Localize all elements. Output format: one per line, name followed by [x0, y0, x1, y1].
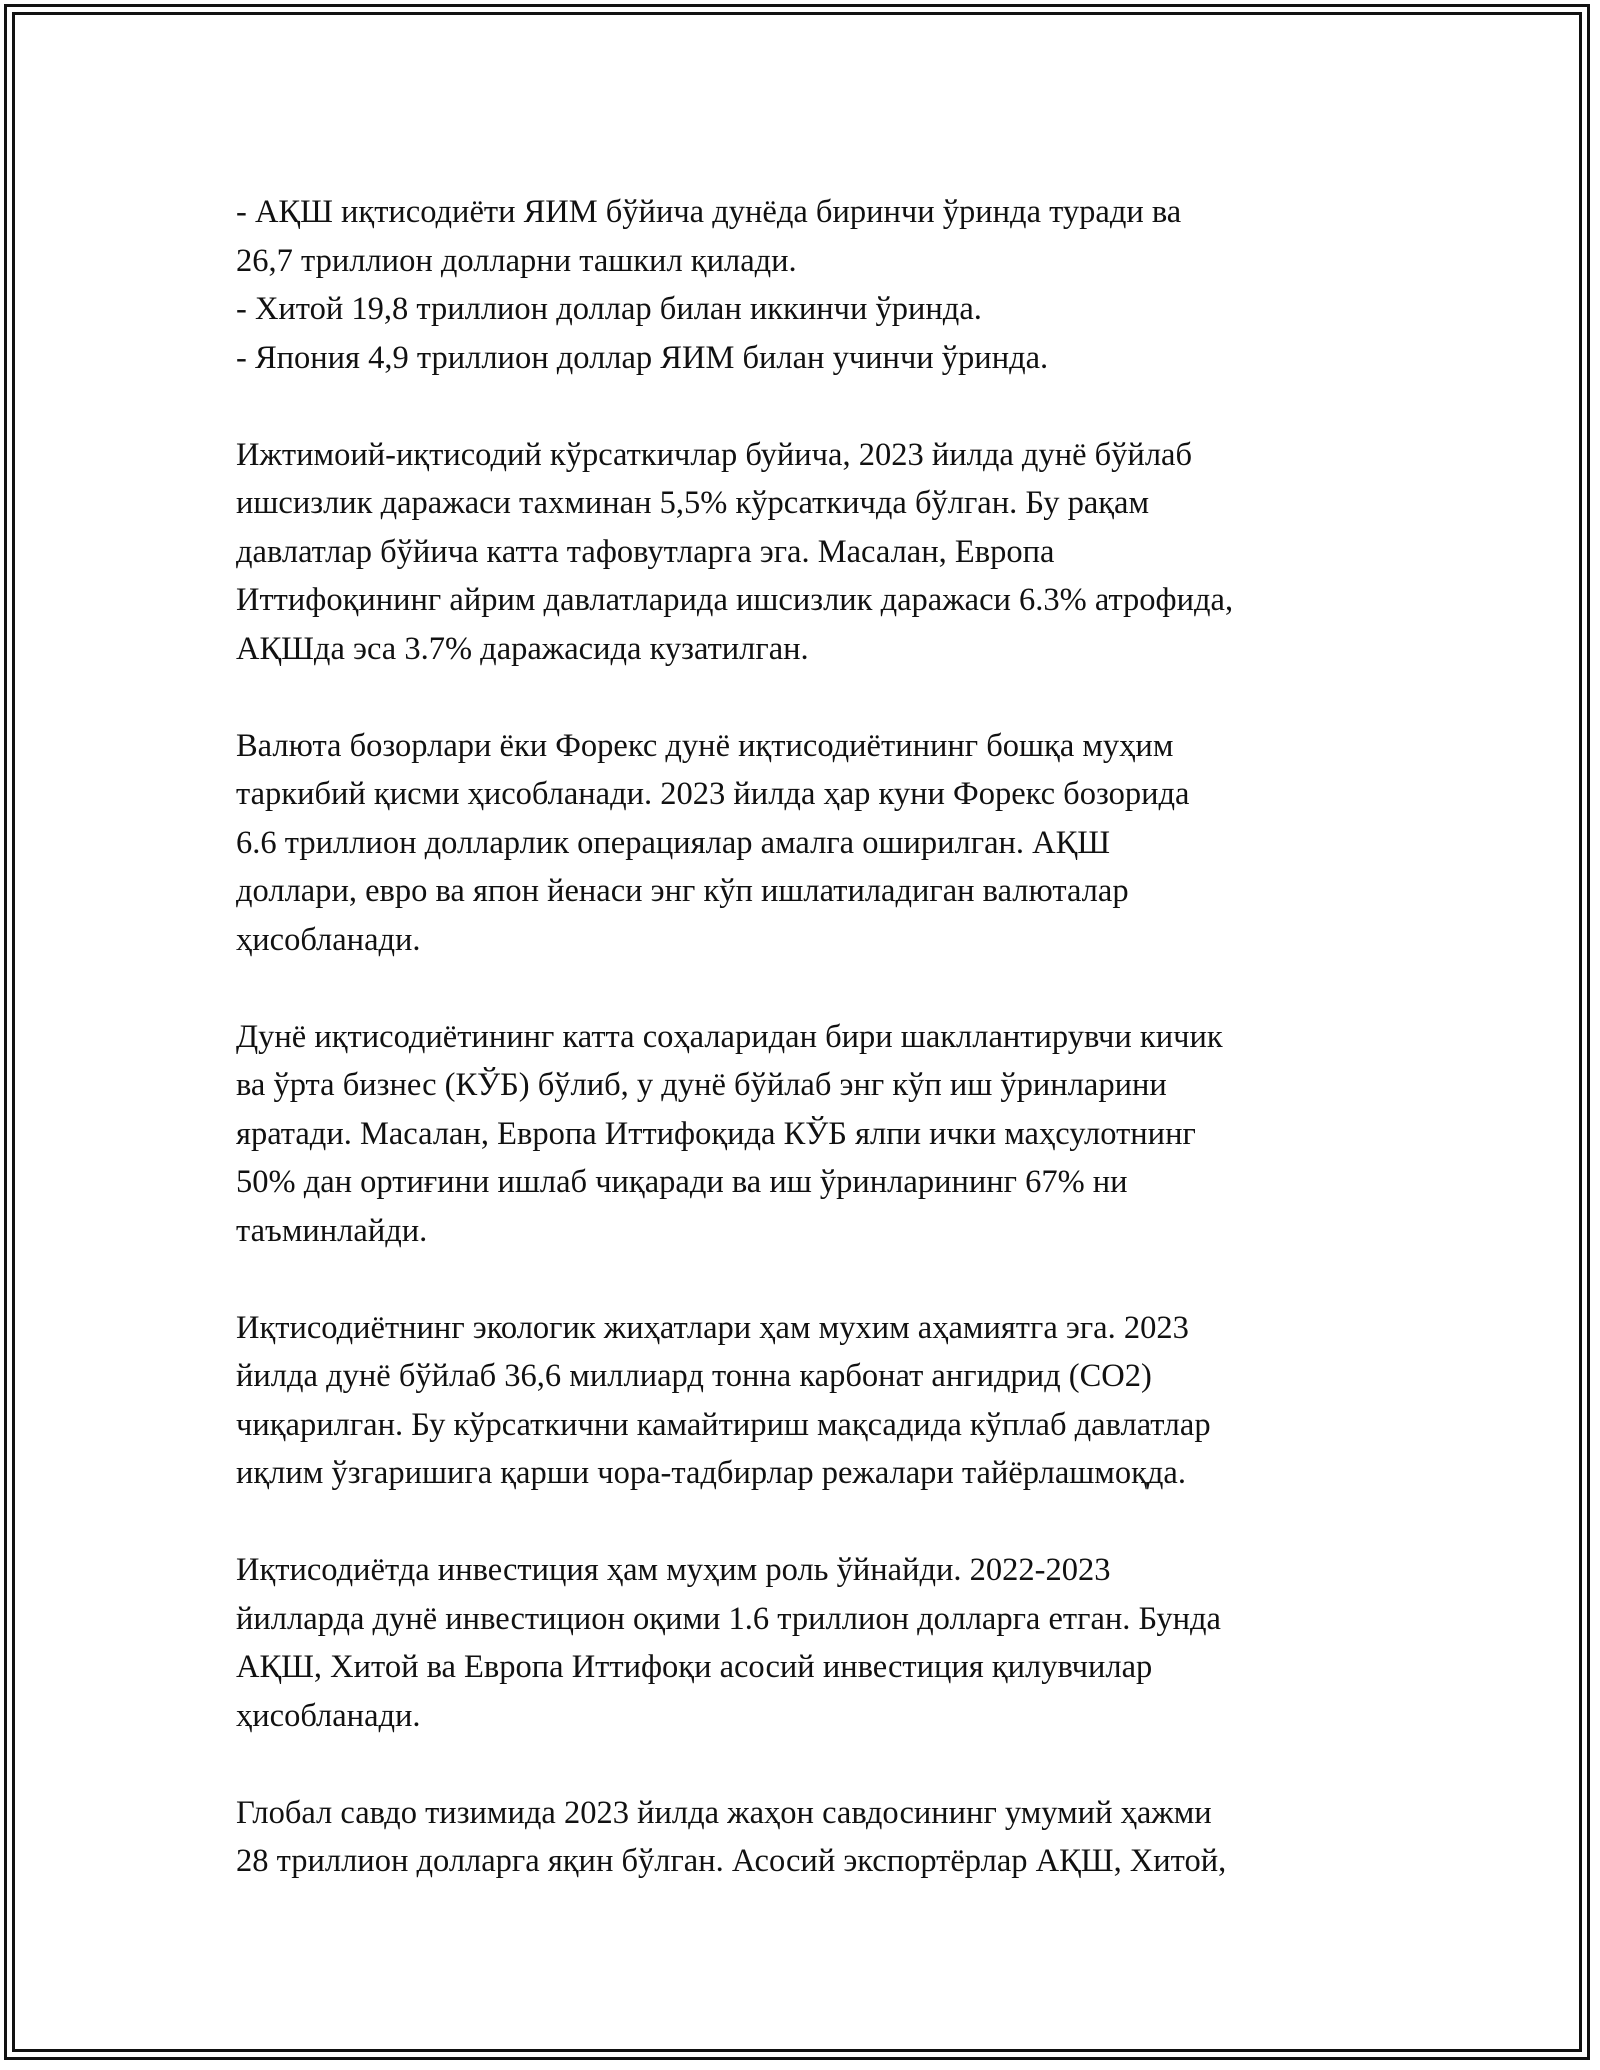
paragraph-line: Валюта бозорлари ёки Форекс дунё иқтисодиётининг бошқа муҳим: [236, 727, 1174, 764]
paragraph-trade: [236, 1789, 1376, 1886]
paragraph-line: Иттифоқининг айрим давлатларида ишсизлик даражаси 6.3% атрофида,: [236, 582, 1234, 618]
paragraph-line: ишсизлик даражаси тахминан 5,5% кўрсаткичда бўлган. Бу рақам: [236, 485, 1150, 521]
paragraph-line: Дунё иқтисодиётининг катта соҳаларидан бири шакллантирувчи кичик: [236, 1018, 1223, 1055]
paragraph-investment: [236, 1546, 1376, 1740]
paragraph-line: ва ўрта бизнес (КЎБ) бўлиб, у дунё бўйлаб энг кўп иш ўринларини: [236, 1067, 1167, 1103]
paragraph-line: таъминлайди.: [236, 1212, 428, 1249]
bullet-japan: - Япония 4,9 триллион доллар ЯИМ билан учинчи ўринда.: [236, 339, 1049, 376]
paragraph-line: 28 триллион долларга яқин бўлган. Асосий экспортёрлар АҚШ, Хитой,: [236, 1843, 1227, 1879]
paragraph-line: йилда дунё бўйлаб 36,6 миллиард тонна карбонат ангидрид (CO2): [236, 1358, 1152, 1394]
paragraph-line: 50% дан ортиғини ишлаб чиқаради ва иш ўринларининг 67% ни: [236, 1164, 1128, 1200]
paragraph-unemployment: [236, 431, 1376, 674]
paragraph-sme: [236, 1013, 1376, 1256]
paragraph-line: Глобал савдо тизимида 2023 йилда жаҳон савдосининг умумий ҳажми: [236, 1794, 1212, 1831]
bullet-usa-line-1: - АҚШ иқтисодиёти ЯИМ бўйича дунёда биринчи ўринда туради ва: [236, 194, 1182, 230]
paragraph-line: чиқарилган. Бу кўрсаткични камайтириш мақсадида кўплаб давлатлар: [236, 1406, 1211, 1443]
paragraph-line: ҳисобланади.: [236, 1697, 421, 1734]
paragraph-ecology: [236, 1304, 1376, 1498]
paragraph-line: давлатлар бўйича катта тафовутларга эга. Масалан, Европа: [236, 533, 1055, 570]
paragraph-line: иқлим ўзгаришига қарши чора-тадбирлар режалари тайёрлашмоқда.: [236, 1455, 1186, 1491]
paragraph-line: 6.6 триллион долларлик операциялар амалга оширилган. АҚШ: [236, 824, 1111, 861]
paragraph-line: Иқтисодиётнинг экологик жиҳатлари ҳам мухим аҳамиятга эга. 2023: [236, 1309, 1189, 1346]
paragraph-line: АҚШ, Хитой ва Европа Иттифоқи асосий инвестиция қилувчилар: [236, 1649, 1153, 1685]
bullet-usa-line-2: 26,7 триллион долларни ташкил қилади.: [236, 242, 797, 279]
gdp-bullet-list: [236, 188, 1376, 382]
bullet-china: - Хитой 19,8 триллион доллар билан иккинчи ўринда.: [236, 291, 982, 327]
paragraph-forex: [236, 722, 1376, 965]
paragraph-line: йилларда дунё инвестицион оқими 1.6 триллион долларга етган. Бунда: [236, 1600, 1221, 1637]
paragraph-line: АҚШда эса 3.7% даражасида кузатилган.: [236, 630, 809, 667]
paragraph-line: яратади. Масалан, Европа Иттифоқида КЎБ ялпи ички маҳсулотнинг: [236, 1115, 1196, 1152]
document-body: [236, 188, 1376, 1934]
paragraph-line: таркибий қисми ҳисобланади. 2023 йилда ҳар куни Форекс бозорида: [236, 776, 1190, 812]
paragraph-line: Ижтимоий-иқтисодий кўрсаткичлар буйича, 2023 йилда дунё бўйлаб: [236, 436, 1193, 473]
paragraph-line: ҳисобланади.: [236, 921, 421, 958]
paragraph-line: Иқтисодиётда инвестиция ҳам муҳим роль ўйнайди. 2022-2023: [236, 1552, 1111, 1588]
paragraph-line: доллари, евро ва япон йенаси энг кўп ишлатиладиган валюталар: [236, 873, 1129, 909]
